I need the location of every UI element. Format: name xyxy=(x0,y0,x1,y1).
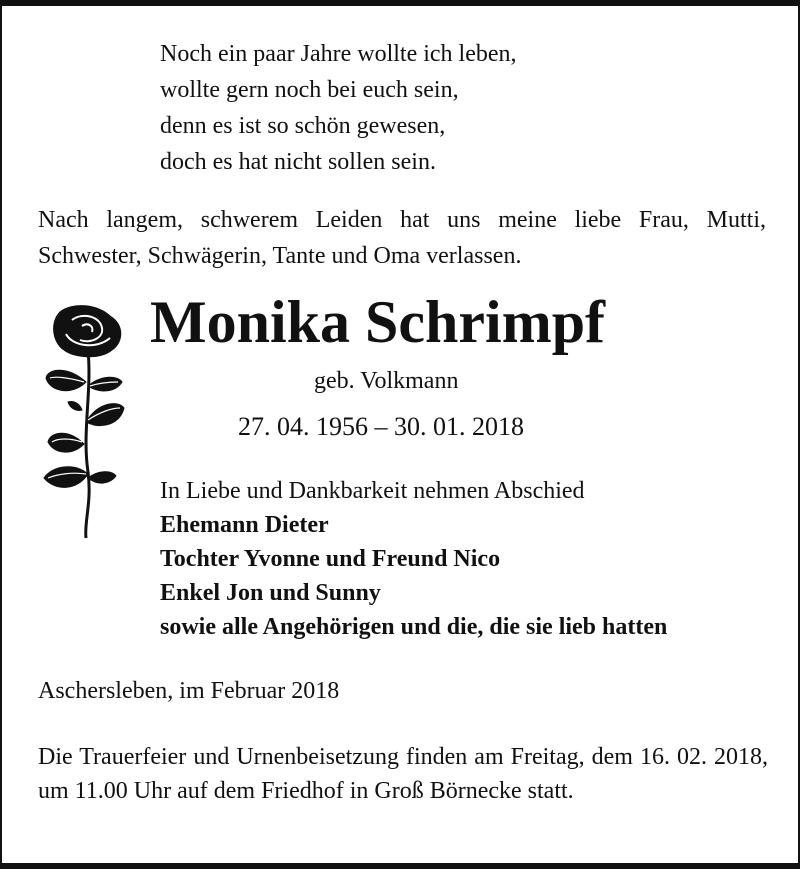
place-and-date: Aschersleben, im Februar 2018 xyxy=(38,678,340,704)
mourner-line: Tochter Yvonne und Freund Nico xyxy=(160,546,501,572)
intro-text: Nach langem, schwerem Leiden hat uns meine liebe Frau, Mutti, Schwester, Schwägerin, Tante und Oma verlassen. xyxy=(38,207,766,269)
mourner-line: Enkel Jon und Sunny xyxy=(160,580,381,606)
mourners-block xyxy=(160,474,667,644)
poem-line-2: wollte gern noch bei euch sein, xyxy=(160,77,459,103)
deceased-name: Monika Schrimpf xyxy=(150,289,606,355)
poem-line-3: denn es ist so schön gewesen, xyxy=(160,113,446,139)
funeral-details: Die Trauerfeier und Urnenbeisetzung finden am Freitag, dem 16. 02. 2018, um 11.00 Uhr auf dem Friedhof in Groß Börnecke statt. xyxy=(38,744,768,804)
mourner-line: Ehemann Dieter xyxy=(160,512,329,538)
poem-line-4: doch es hat nicht sollen sein. xyxy=(160,149,436,175)
rose-icon xyxy=(38,302,134,542)
mourner-line: sowie alle Angehörigen und die, die sie lieb hatten xyxy=(160,614,668,640)
mourners-intro: In Liebe und Dankbarkeit nehmen Abschied xyxy=(160,478,585,504)
poem xyxy=(160,36,517,180)
birth-name: geb. Volkmann xyxy=(314,368,459,394)
life-dates: 27. 04. 1956 – 30. 01. 2018 xyxy=(238,412,524,441)
poem-line-1: Noch ein paar Jahre wollte ich leben, xyxy=(160,41,517,67)
